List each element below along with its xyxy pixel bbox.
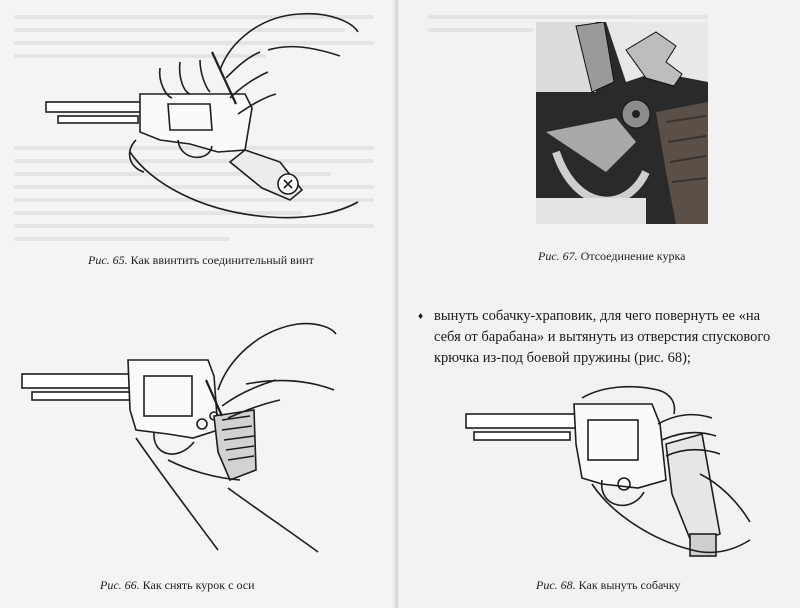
figure-66-text: Как снять курок с оси xyxy=(142,578,255,592)
hammer-detach-photo xyxy=(536,22,708,224)
figure-68-illustration xyxy=(462,384,752,570)
figure-65-illustration xyxy=(40,12,360,234)
figure-67-text: Отсоединение курка xyxy=(580,249,686,263)
figure-66-illustration xyxy=(18,320,338,558)
instruction-text: вынуть собачку-храповик, для чего повернуть ее «на себя от барабана» и вытянуть из отверстия спускового крючка из-под боевой пружины (рис. 68); xyxy=(434,308,771,366)
left-page xyxy=(0,0,398,608)
revolver-hammer-drawing xyxy=(18,320,338,558)
instruction-paragraph xyxy=(418,306,774,369)
revolver-pawl-drawing xyxy=(462,384,752,570)
figure-65-caption xyxy=(88,253,314,268)
figure-66-number: Рис. 66. xyxy=(100,578,140,592)
figure-66-caption xyxy=(100,578,255,593)
figure-65-text: Как ввинтить соединительный винт xyxy=(130,253,314,267)
figure-67-number: Рис. 67. xyxy=(538,249,578,263)
figure-67-photo xyxy=(536,22,708,224)
diamond-bullet-icon: ♦ xyxy=(418,311,424,322)
figure-68-caption xyxy=(536,578,681,593)
figure-68-number: Рис. 68. xyxy=(536,578,576,592)
figure-67-caption xyxy=(538,249,685,264)
figure-68-text: Как вынуть собачку xyxy=(578,578,681,592)
figure-65-number: Рис. 65. xyxy=(88,253,128,267)
revolver-screw-drawing xyxy=(40,12,360,234)
